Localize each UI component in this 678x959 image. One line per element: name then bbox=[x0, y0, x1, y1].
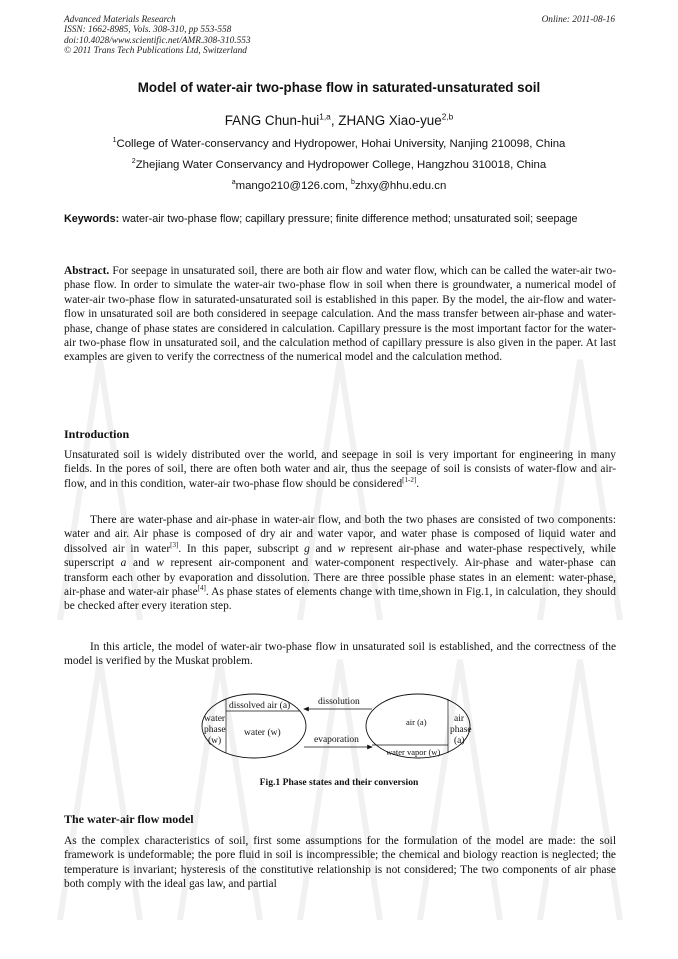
label-water-w: water (w) bbox=[244, 728, 281, 738]
intro-paragraph-2 bbox=[64, 513, 616, 614]
label-air-a: air (a) bbox=[406, 717, 427, 727]
affiliation-1-text: College of Water-conservancy and Hydropower, Hohai University, Nanjing 210098, China bbox=[116, 138, 566, 150]
intro-p2-f: represent air-component and water-component respectively. Air-phase and water-phase can transform each other by evaporation and dissolution. There are three possible phase states in an element: water-phase, air-phase and water-air phase bbox=[64, 557, 616, 599]
symbol-w: w bbox=[337, 542, 346, 555]
intro-p2-d: represent air-phase and water-phase respectively, while superscript bbox=[64, 542, 616, 570]
intro-p2-a: There are water-phase and air-phase in water-air flow, and both the two phases are consisted of two components: water and air. Air phase is composed of dry air and water vapor, and water phase is composed of liquid water and dissolved air in water bbox=[64, 514, 616, 555]
author-2: ZHANG Xiao-yue bbox=[338, 113, 442, 128]
abstract bbox=[64, 264, 616, 365]
issn-line: ISSN: 1662-8985, Vols. 308-310, pp 553-558 bbox=[64, 25, 232, 36]
figure-1-diagram bbox=[196, 690, 482, 762]
citation-4: [4] bbox=[197, 584, 206, 593]
journal-name: Advanced Materials Research bbox=[64, 15, 176, 25]
intro-p2-g: . As phase states of elements change with time,shown in Fig.1, in calculation, they should be checked after every iteration step. bbox=[64, 586, 617, 613]
email-a: mango210@126.com, bbox=[235, 180, 352, 192]
email-b: zhxy@hhu.edu.cn bbox=[354, 180, 447, 192]
label-air-phase-2: phase bbox=[450, 725, 472, 735]
intro-p2-e: and bbox=[126, 557, 157, 570]
section-heading-model: The water-air flow model bbox=[64, 812, 194, 826]
intro-p2-b: . In this paper, subscript bbox=[178, 542, 305, 555]
citation-3: [3] bbox=[170, 541, 179, 550]
label-evaporation: evaporation bbox=[314, 735, 359, 745]
symbol-a: a bbox=[120, 557, 127, 570]
section-heading-introduction: Introduction bbox=[64, 427, 130, 441]
citation-1-2: [1-2] bbox=[402, 476, 417, 485]
keywords-label: Keywords: bbox=[64, 213, 120, 225]
keywords bbox=[64, 213, 616, 227]
journal-header bbox=[64, 15, 251, 56]
label-water-vapor: water vapor (w) bbox=[386, 747, 441, 757]
intro-p1-text: Unsaturated soil is widely distributed over the world, and seepage in soil is very important for engineering in many fields. In the pores of soil, there are often both water and air, thus the seepage of soil is consists of water-flow and air-flow, and in this condition, water-air two-phase flow should be considered bbox=[64, 449, 616, 490]
label-water-phase-3: (w) bbox=[208, 736, 222, 746]
keywords-text: water-air two-phase flow; capillary pressure; finite difference method; unsaturated soil; seepage bbox=[119, 213, 578, 225]
affiliation-2 bbox=[0, 159, 678, 171]
label-air-phase-3: (a) bbox=[454, 736, 465, 746]
intro-paragraph-1 bbox=[64, 448, 616, 491]
author-separator: , bbox=[330, 113, 339, 128]
label-water-phase-2: phase bbox=[204, 725, 226, 735]
copyright-line: © 2011 Trans Tech Publications Ltd, Switzerland bbox=[64, 45, 247, 56]
author-2-sup: 2,b bbox=[441, 111, 454, 122]
online-date: Online: 2011-08-16 bbox=[541, 15, 615, 25]
email-b-sup: b bbox=[351, 179, 355, 187]
abstract-label: Abstract. bbox=[64, 265, 110, 277]
label-dissolved-air: dissolved air (a) bbox=[229, 701, 291, 711]
label-dissolution: dissolution bbox=[318, 697, 360, 707]
intro-paragraph-3: In this article, the model of water-air two-phase flow in unsaturated soil is established, and the correctness of the model is verified by the Muskat problem. bbox=[64, 641, 616, 668]
symbol-g: g bbox=[304, 542, 310, 555]
label-water-phase-1: water bbox=[204, 714, 226, 724]
email-a-sup: a bbox=[231, 179, 236, 187]
doi-line: doi:10.4028/www.scientific.net/AMR.308-310.553 bbox=[64, 35, 251, 46]
affiliation-1-sup: 1 bbox=[112, 137, 117, 145]
symbol-w2: w bbox=[156, 557, 164, 570]
intro-p2-c: and bbox=[309, 542, 338, 555]
label-air-phase-1: air bbox=[454, 714, 465, 724]
affiliation-2-sup: 2 bbox=[131, 158, 136, 166]
affiliation-2-text: Zhejiang Water Conservancy and Hydropower College, Hangzhou 310018, China bbox=[135, 159, 547, 171]
author-1: FANG Chun-hui bbox=[224, 113, 320, 128]
intro-p1-end: . bbox=[416, 477, 420, 490]
model-paragraph-1: As the complex characteristics of soil, first some assumptions for the formulation of the model are made: the soil framework is undeformable; the pore fluid in soil is incompressible; the chemical and biology reaction is neglected; the temperature is invariant; hysteresis of the constitutive relationship is not considered; The two components of air phase both comply with the ideal gas law, and partial bbox=[64, 835, 616, 891]
paper-title: Model of water-air two-phase flow in saturated-unsaturated soil bbox=[137, 80, 541, 95]
email-line bbox=[0, 180, 678, 192]
affiliation-1 bbox=[0, 138, 678, 150]
author-1-sup: 1,a bbox=[319, 111, 331, 122]
author-line bbox=[0, 113, 678, 128]
abstract-text: For seepage in unsaturated soil, there are both air flow and water flow, which can be called the water-air two-phase flow. In order to simulate the water-air two-phase flow in soil when there is groundwater, a numerical model of water-air two-phase flow in saturated-unsaturated soil is established in this paper. By the model, the air-flow and water-flow in unsaturated soil are both considered in seepage calculation. And the mass transfer between air-phase and water-phase, change of phase states are considered in calculation. Capillary pressure is the most important factor for the water-air two-phase flow in unsaturated soil, and the calculation method of capillary pressure is also given in the paper. At last examples are given to verify the correctness of the numerical model and the calculation method. bbox=[64, 265, 616, 364]
figure-1-caption: Fig.1 Phase states and their conversion bbox=[259, 777, 419, 788]
